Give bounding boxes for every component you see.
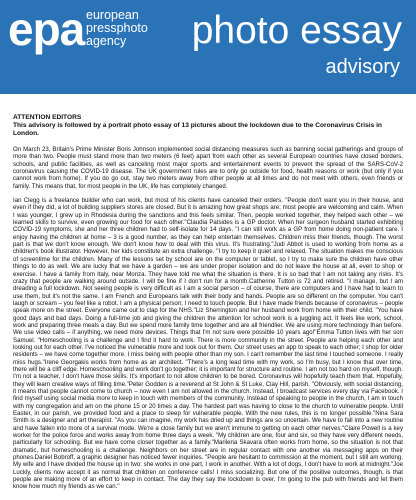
page-title: photo essay [191,9,402,52]
header-banner [0,0,416,94]
agency-name-line2: pressphoto [86,21,148,35]
agency-name [86,9,148,48]
page-subtitle: advisory [325,56,400,78]
advisory-intro: This advisory is followed by a portrait photo essay of 13 pictures about the lockdown due to the Coronavirus Crisis in London. [13,122,382,137]
epa-logo: epa [8,3,85,55]
body-paragraph-1: On March 23, Britain's Prime Minister Boris Johnson implemented social distancing measures such as banning social gatherings and groups of more than two. People must stand more than two meters (6 feet) apart from each other as several European countries have closed borders, schools, and public facilities, as well as canceling most major sports and entertainment events to prevent the spread of the SARS-CoV-2 coronavirus causing the COVID-19 disease. The UK government rules are to only go outside for food, health reasons or work (but only if you cannot work from home). If you do go out, stay two meters away from other people at all times and do not meet with others, even friends or family. This means that, for most people in the UK, life has completely changed. [13,146,403,190]
agency-name-line3: agency [86,34,127,48]
attention-heading: ATTENTION EDITORS [13,114,82,121]
agency-name-line1: european [86,8,139,22]
body-paragraph-2: Ian Clegg is a freelance builder who can work, but most of his clients have canceled their orders. "People don't want you in their house, and even if they did, a lot of building suppliers stores are closed. But it is amazing how great shops are; most people are welcoming and calm. When I was younger, I grew up in Rhodesia during the sanctions and this feels similar. Then, people worked together, they helped each other – we learned skills to survive, even growing our food for each other."Claudia Patsides is a GP doctor. When her surgeon husband started exhibiting COVID-19 symptoms, she and her three children had to self-isolate for 14 days. "I can still work as a GP from home doing non-patient care. I enjoy having the children at home – 3 is a good number, as they can help entertain themselves. Children miss their friends, though. The worst part is that we don't know enough. We don't know how to deal with this virus. It's frustrating."Judi Abbot is used to working from home as a children's book illustrator. However, her kids constitute an extra challenge. "I try to keep it quiet and relaxed. The situation makes me conscious of screentime for the children. Many of the lessons set by school are on the computer or tablet, so I try to make sure the children have other things to do as well. We are lucky that we have a garden – we are under proper isolation and do not leave the house at all, even to shop or exercise. I have a family from Italy, near Monza. They have told me what the situation is there. It is so bad that I am not taking any risks. It's crazy that people are walking around outside. I will be fine if I don't run for a month.Catherine Tutton is 72 and retired. "I manage, but I am dreading a full lockdown. Not seeing people is very difficult as I am a social person – of course, there are computers and I have had to learn to use them, but it's not the same. I am French and Europeans talk with their body and hands. People are so different on the computer. You can't laugh or scream – you feel like a robot. I am a physical person; I need to touch people. But I have made friends because of coronavirus – people speak more on the street. Everyone came out to clap for the NHS."Liz Sherrington and her husband work from home with their child. "You have good days and bad days. Doing a full-time job and giving the children the attention for school work is a juggling act. It feels like work, school, work and preparing three meals a day. But we spend more family time together and are all friendlier. We are using more technology than before. We use video calls – if anything, we need more devices. Things that I'm not sure were possible 10 years ago!"Emma Tutton lives with her son Samuel. "Homeschooling is a challenge and I find it hard to work. There is more community in the street. People are helping each other and looking out for each other. I've noticed the vulnerable more and look out for them. Our street uses an app to speak to each other; I shop for older residents – we have come together more. I miss being with people other than my son. I can't remember the last time I touched someone. I really miss hugs."Irene Georgakis works from home as an architect. "There's a long lead time with my work, so I'm busy, but I know that over time, there will be a cliff edge. Homeschooling and work don't go together; it is important for structure and routine. I am not too hard on myself, though. I'm not a teacher, I don't have those skills. It's important to not allow children to be bored. Coronavirus will hopefully teach them that. Hopefully, they will learn creative ways of filling time."Peter Godden is a reverend at St John & St Luke, Clay Hill, parish. "Obviously, with social distancing, it means that people cannot come to church – now even I am not allowed in the church. Instead, I broadcast services every day via Facebook. I find myself using social media more to keep in touch with members of the community. Instead of speaking to people in the church, I am in touch with my congregation and am on the phone 15 or 20 times a day. The hardest part was having to close to the church to vulnerable people. Until Easter, in our parish, we provided food and a place to sleep for vulnerable people. With the new rules, this is no longer possible."Nina Sara Smith is a designer and art therapist. "As you can imagine, my work has dried up and things are so uncertain. We have to fall into a new routine and have fallen into more of a survival mode. We're a close family but we aren't immune to getting on each other nerves."Claire Powell is a key worker for the police force and works away from home three days a week. "My children are one, four and six, so they have very different needs, particularly for schooling. But we have come closer together as a family."Marilena Skavara often works from home, so the situation is not that dramatic, but homeschooling is a challenge. Neighbors on her street are in regular contact with one another via messaging apps on their phones.Daniel Bobroff, a graphic designer has noticed fewer inquiries. "People are hesitant to commission at the moment, but I still am working. My wife and I have divided the house up in two: she works in one part, I work in another. With a lot of dogs, I don't have to work at midnight."Joe Luckly, clients now accept it as normal that children on conference calls! I miss socializing. But one of the positive outcomes, though, is that people are making more of an effort to keep in contact. The day they say the lockdown is over, I'm going to the pub with friends and let them know how much my friends as we can." [13,197,403,491]
document-body [0,94,416,491]
